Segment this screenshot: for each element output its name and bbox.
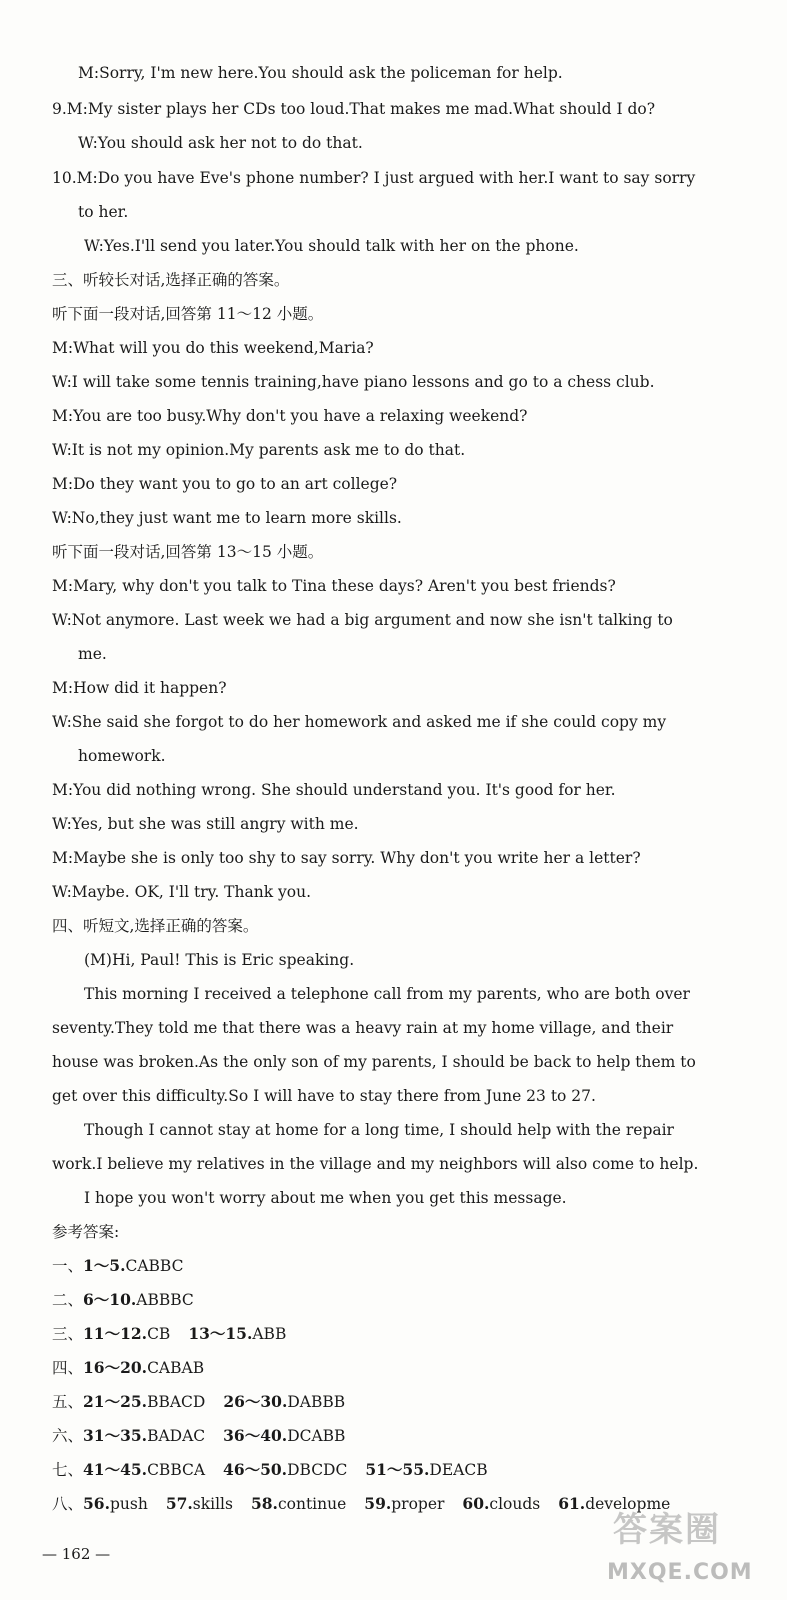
page-number: — 162 — [42,1545,111,1563]
answer-section-label: 四、 [52,1359,84,1377]
section-heading: 四、听短文,选择正确的答案。 [52,917,259,935]
answer-row [52,1256,742,1276]
watermark-logo: 答案圈 [613,1510,721,1550]
dialogue-line: W:You should ask her not to do that. [78,134,363,152]
answer-number: 61. [558,1494,586,1513]
answer-item [83,1257,183,1275]
answer-row [52,1460,742,1480]
watermark [605,1500,785,1595]
answer-value: DEACB [429,1461,488,1479]
answer-item [166,1495,233,1513]
answer-row [52,1290,742,1310]
answer-number: 21～25. [83,1392,148,1411]
passage-line: I hope you won't worry about me when you get this message. [84,1189,567,1207]
answer-number: 6～10. [83,1290,137,1309]
dialogue-line: W:Yes.I'll send you later.You should talk with her on the phone. [84,237,579,255]
answer-item [223,1393,345,1411]
answer-item [83,1393,205,1411]
instruction-line: 听下面一段对话,回答第 13～15 小题。 [52,543,324,561]
answer-number: 59. [364,1494,392,1513]
passage-line: seventy.They told me that there was a heavy rain at my home village, and their [52,1019,674,1037]
dialogue-line: M:Sorry, I'm new here.You should ask the policeman for help. [78,64,563,82]
instruction-line: 听下面一段对话,回答第 11～12 小题。 [52,305,324,323]
answer-section-label: 三、 [52,1325,84,1343]
answer-value: CBBCA [147,1461,206,1479]
dialogue-line: me. [78,645,107,663]
answer-item [251,1495,346,1513]
passage-line: house was broken.As the only son of my parents, I should be back to help them to [52,1053,696,1071]
dialogue-line: homework. [78,747,166,765]
dialogue-line: M:What will you do this weekend,Maria? [52,339,374,357]
answer-value: clouds [489,1495,541,1513]
answer-value: CB [147,1325,171,1343]
answer-number: 16～20. [83,1358,148,1377]
answer-section-label: 八、 [52,1495,84,1513]
answer-item [223,1461,347,1479]
answer-section-label: 五、 [52,1393,84,1411]
answer-number: 51～55. [365,1460,430,1479]
answer-item [188,1325,286,1343]
answer-item [83,1461,205,1479]
dialogue-line: W:She said she forgot to do her homework and asked me if she could copy my [52,713,667,731]
answer-value: push [109,1495,148,1513]
answer-number: 56. [83,1494,110,1513]
answer-section-label: 六、 [52,1427,84,1445]
dialogue-line: M:You are too busy.Why don't you have a relaxing weekend? [52,407,528,425]
dialogue-line: M:How did it happen? [52,679,227,697]
answer-row [52,1426,742,1446]
passage-line: get over this difficulty.So I will have to stay there from June 23 to 27. [52,1087,596,1105]
dialogue-line: W:No,they just want me to learn more skills. [52,509,402,527]
watermark-url: MXQE.COM [607,1560,753,1585]
answer-number: 46～50. [223,1460,288,1479]
dialogue-line: W:Maybe. OK, I'll try. Thank you. [52,883,312,901]
answer-value: ABB [252,1325,287,1343]
answer-section-label: 二、 [52,1291,84,1309]
answer-item [83,1325,170,1343]
answer-item [83,1495,148,1513]
answer-key-heading: 参考答案: [52,1223,120,1241]
answer-section-label: 七、 [52,1461,84,1479]
answer-item [83,1359,204,1377]
answer-value: DABBB [287,1393,346,1411]
answer-value: BADAC [147,1427,206,1445]
dialogue-line: W:It is not my opinion.My parents ask me to do that. [52,441,466,459]
answer-item [83,1291,194,1309]
answer-item [364,1495,444,1513]
answer-item [223,1427,345,1445]
answer-row [52,1358,742,1378]
answer-section-label: 一、 [52,1257,84,1275]
dialogue-line: M:Maybe she is only too shy to say sorry. Why don't you write her a letter? [52,849,641,867]
passage-line: work.I believe my relatives in the village and my neighbors will also come to help. [52,1155,699,1173]
answer-number: 36～40. [223,1426,288,1445]
answer-item [365,1461,487,1479]
answer-value: ABBBC [136,1291,194,1309]
dialogue-line: M:Do they want you to go to an art college? [52,475,398,493]
answer-value: CABAB [147,1359,205,1377]
passage-line: This morning I received a telephone call from my parents, who are both over [84,985,690,1003]
answer-value: continue [277,1495,347,1513]
answer-row [52,1392,742,1412]
dialogue-line: M:You did nothing wrong. She should understand you. It's good for her. [52,781,616,799]
answer-item [83,1427,205,1445]
answer-value: developme [585,1495,671,1513]
answer-value: DBCDC [287,1461,348,1479]
dialogue-line: W:Yes, but she was still angry with me. [52,815,359,833]
answer-number: 58. [250,1494,278,1513]
answer-number: 11～12. [83,1324,148,1343]
answer-value: skills [192,1495,233,1513]
answer-item [462,1495,540,1513]
dialogue-line: 10.M:Do you have Eve's phone number? I just argued with her.I want to say sorry [52,169,696,187]
answer-value: BBACD [147,1393,206,1411]
section-heading: 三、听较长对话,选择正确的答案。 [52,271,290,289]
answer-number: 1～5. [83,1256,126,1275]
dialogue-line: to her. [78,203,129,221]
answer-number: 31～35. [83,1426,148,1445]
answer-value: proper [391,1495,445,1513]
passage-line: (M)Hi, Paul! This is Eric speaking. [84,951,355,969]
dialogue-line: W:Not anymore. Last week we had a big argument and now she isn't talking to [52,611,673,629]
answer-number: 13～15. [188,1324,253,1343]
answer-row [52,1324,742,1344]
passage-line: Though I cannot stay at home for a long time, I should help with the repair [84,1121,674,1139]
answer-value: DCABB [287,1427,346,1445]
answer-number: 41～45. [83,1460,148,1479]
dialogue-line: 9.M:My sister plays her CDs too loud.That makes me mad.What should I do? [52,100,656,118]
answer-number: 57. [165,1494,193,1513]
answer-number: 60. [462,1494,490,1513]
answer-value: CABBC [125,1257,184,1275]
answer-number: 26～30. [223,1392,288,1411]
dialogue-line: W:I will take some tennis training,have piano lessons and go to a chess club. [52,373,655,391]
dialogue-line: M:Mary, why don't you talk to Tina these days? Aren't you best friends? [52,577,616,595]
